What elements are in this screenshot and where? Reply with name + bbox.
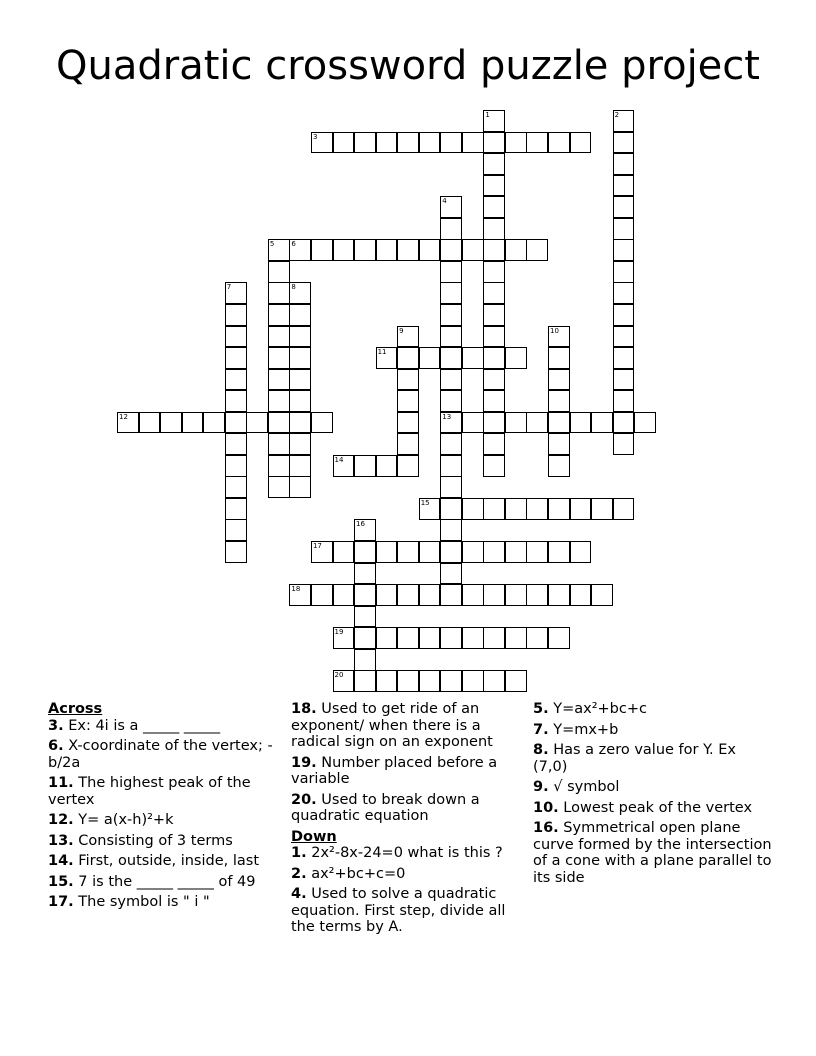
grid-cell[interactable] [333,541,355,563]
grid-cell[interactable] [268,282,290,304]
grid-cell[interactable] [268,433,290,455]
grid-cell[interactable] [613,412,635,434]
grid-cell[interactable] [419,627,441,649]
clue-number: 18 [291,585,301,594]
grid-cell[interactable] [613,196,635,218]
grid-cell[interactable] [505,670,527,692]
grid-cell[interactable] [613,175,635,197]
grid-cell[interactable] [462,670,484,692]
grid-cell[interactable] [548,541,570,563]
grid-cell[interactable] [440,261,462,283]
grid-cell[interactable] [483,433,505,455]
clue-number-label: 4. [291,886,307,902]
grid-cell[interactable] [397,132,419,154]
grid-cell[interactable] [548,584,570,606]
grid-cell[interactable] [483,132,505,154]
clues-column-1 [48,701,280,915]
grid-cell[interactable] [440,304,462,326]
grid-cell[interactable] [289,369,311,391]
grid-cell[interactable] [462,498,484,520]
grid-cell[interactable] [483,369,505,391]
clue-text: 7 is the _____ _____ of 49 [73,873,256,890]
grid-cell[interactable] [526,412,548,434]
grid-cell[interactable] [289,433,311,455]
grid-cell[interactable] [333,670,355,692]
clue-text: Ex: 4i is a _____ _____ [63,717,221,734]
clue-text: Used to get ride of an exponent/ when there is a radical sign on an exponent [291,701,493,750]
grid-cell[interactable] [182,412,204,434]
grid-cell[interactable] [289,304,311,326]
clue-text: Symmetrical open plane curve formed by the intersection of a cone with a plane parallel to its side [533,820,772,886]
grid-cell[interactable] [225,433,247,455]
grid-cell[interactable] [419,132,441,154]
clue-number-label: 11. [48,775,74,791]
grid-cell[interactable] [333,132,355,154]
clue-number: 3 [312,132,318,141]
grid-cell[interactable] [440,218,462,240]
clues-column-3 [533,701,773,890]
grid-cell[interactable] [225,304,247,326]
clue-number-label: 7. [533,721,549,738]
grid-cell[interactable] [289,412,311,434]
clue-number-label: 10. [533,799,559,816]
grid-cell[interactable] [440,282,462,304]
grid-cell[interactable] [440,476,462,498]
clues-column-2 [291,701,523,940]
clue-number-label: 15. [48,873,74,890]
grid-cell[interactable] [483,196,505,218]
clue-text: √ symbol [548,779,620,795]
grid-cell[interactable] [440,627,462,649]
grid-cell[interactable] [397,433,419,455]
grid-cell[interactable] [333,239,355,261]
clue-text: Consisting of 3 terms [73,832,233,849]
clue-number: 19 [334,628,344,637]
down-clue-list [291,845,523,936]
clue-text: Has a zero value for Y. Ex (7,0) [533,742,736,775]
grid-cell[interactable] [548,433,570,455]
clue-text: Lowest peak of the vertex [558,799,753,816]
grid-cell[interactable] [548,390,570,412]
grid-cell[interactable] [483,326,505,348]
clue-text: ax²+bc+c=0 [306,865,406,882]
grid-cell[interactable] [289,476,311,498]
grid-cell[interactable] [613,347,635,369]
clue-number: 16 [356,520,365,529]
grid-cell[interactable] [376,132,398,154]
grid-cell[interactable] [591,412,613,434]
clue-number: 4 [442,197,447,206]
clue-number: 9 [399,326,404,335]
grid-cell[interactable] [526,498,548,520]
grid-cell[interactable] [289,282,311,304]
clue-number-label: 2. [291,865,307,882]
down-clue [291,845,523,862]
grid-cell[interactable] [354,541,376,563]
grid-cell[interactable] [505,498,527,520]
grid-cell[interactable] [268,455,290,477]
clue-number-label: 3. [48,717,64,734]
grid-cell[interactable] [311,541,333,563]
clue-text: First, outside, inside, last [73,853,260,869]
across-clue [291,792,523,825]
grid-cell[interactable] [376,584,398,606]
grid-cell[interactable] [354,455,376,477]
grid-cell[interactable] [548,627,570,649]
grid-cell[interactable] [613,433,635,455]
clue-number: 13 [442,412,452,421]
clue-text: Y=mx+b [548,721,619,738]
grid-cell[interactable] [354,563,376,585]
grid-cell[interactable] [333,627,355,649]
grid-cell[interactable] [440,433,462,455]
clue-number-label: 19. [291,754,317,771]
clue-text: 2x²-8x-24=0 what is this ? [306,845,503,861]
across-clue-list [48,718,280,911]
grid-cell[interactable] [462,584,484,606]
grid-cell[interactable] [397,239,419,261]
grid-cell[interactable] [440,498,462,520]
grid-cell[interactable] [376,455,398,477]
grid-cell[interactable] [613,282,635,304]
grid-cell[interactable] [462,239,484,261]
down-clue [533,722,773,739]
down-clue [533,820,773,886]
grid-cell[interactable] [397,347,419,369]
grid-cell[interactable] [440,670,462,692]
grid-cell[interactable] [354,670,376,692]
clue-number: 1 [485,111,490,119]
grid-cell[interactable] [505,627,527,649]
grid-cell[interactable] [483,412,505,434]
grid-cell[interactable] [613,369,635,391]
grid-cell[interactable] [225,412,247,434]
grid-cell[interactable] [440,239,462,261]
grid-cell[interactable] [440,326,462,348]
clue-number-label: 14. [48,853,74,869]
grid-cell[interactable] [419,584,441,606]
grid-cell[interactable] [268,476,290,498]
grid-cell[interactable] [289,455,311,477]
grid-cell[interactable] [397,369,419,391]
down-clue [533,800,773,817]
clue-number-label: 5. [533,701,549,717]
clue-text: Y= a(x-h)²+k [73,812,174,828]
grid-cell[interactable] [483,282,505,304]
grid-cell[interactable] [483,347,505,369]
clue-number-label: 9. [533,779,549,795]
grid-cell[interactable] [548,498,570,520]
grid-cell[interactable] [376,239,398,261]
grid-cell[interactable] [570,584,592,606]
grid-cell[interactable] [268,347,290,369]
grid-cell[interactable] [548,455,570,477]
grid-cell[interactable] [268,369,290,391]
grid-cell[interactable] [570,412,592,434]
across-clue [48,833,280,850]
clue-number: 5 [269,240,275,249]
grid-cell[interactable] [440,455,462,477]
clue-number-label: 8. [533,742,549,758]
grid-cell[interactable] [483,670,505,692]
grid-cell[interactable] [613,153,635,175]
grid-cell[interactable] [526,239,548,261]
clue-number-label: 6. [48,738,64,754]
clue-text: Number placed before a variable [291,754,498,787]
clue-number: 8 [291,283,296,292]
down-clue [533,779,773,796]
grid-cell[interactable] [289,239,311,261]
grid-cell[interactable] [548,412,570,434]
grid-cell[interactable] [483,455,505,477]
grid-cell[interactable] [440,132,462,154]
grid-cell[interactable] [548,326,570,348]
grid-cell[interactable] [268,261,290,283]
across-clue [48,718,280,735]
grid-cell[interactable] [634,412,656,434]
clue-text: Used to solve a quadratic equation. First step, divide all the terms by A. [291,886,506,935]
grid-cell[interactable] [505,239,527,261]
grid-cell[interactable] [613,239,635,261]
grid-cell[interactable] [225,369,247,391]
grid-cell[interactable] [376,670,398,692]
grid-cell[interactable] [483,218,505,240]
grid-cell[interactable] [311,412,333,434]
grid-cell[interactable] [289,347,311,369]
grid-cell[interactable] [526,627,548,649]
grid-cell[interactable] [397,541,419,563]
grid-cell[interactable] [613,110,635,132]
grid-cell[interactable] [354,239,376,261]
across-clue [48,874,280,891]
grid-cell[interactable] [397,326,419,348]
across-clue [48,775,280,808]
grid-cell[interactable] [570,132,592,154]
grid-cell[interactable] [225,455,247,477]
grid-cell[interactable] [548,369,570,391]
grid-cell[interactable] [397,627,419,649]
grid-cell[interactable] [613,218,635,240]
grid-cell[interactable] [505,132,527,154]
grid-cell[interactable] [462,347,484,369]
grid-cell[interactable] [354,649,376,671]
grid-cell[interactable] [419,498,441,520]
grid-cell[interactable] [289,326,311,348]
grid-cell[interactable] [117,412,139,434]
grid-cell[interactable] [440,563,462,585]
grid-cell[interactable] [613,261,635,283]
clue-number-label: 13. [48,832,74,849]
grid-cell[interactable] [419,347,441,369]
grid-cell[interactable] [483,541,505,563]
clue-number: 2 [614,111,620,119]
grid-cell[interactable] [440,196,462,218]
grid-cell[interactable] [440,390,462,412]
down-clue-list-continued [533,701,773,886]
across-clue [291,701,523,751]
grid-cell[interactable] [419,239,441,261]
grid-cell[interactable] [419,670,441,692]
clue-number: 7 [226,283,232,292]
down-heading: Down [291,828,337,845]
grid-cell[interactable] [462,627,484,649]
grid-cell[interactable] [397,455,419,477]
clue-number-label: 18. [291,701,317,717]
across-clue [48,853,280,870]
grid-cell[interactable] [483,498,505,520]
grid-cell[interactable] [333,455,355,477]
grid-cell[interactable] [225,476,247,498]
clue-text: X-coordinate of the vertex; -b/2a [48,738,273,771]
across-clue [48,894,280,911]
grid-cell[interactable] [483,261,505,283]
grid-cell[interactable] [354,606,376,628]
grid-cell[interactable] [397,670,419,692]
grid-cell[interactable] [268,326,290,348]
grid-cell[interactable] [505,347,527,369]
grid-cell[interactable] [526,541,548,563]
grid-cell[interactable] [333,584,355,606]
clue-number: 15 [420,498,430,507]
grid-cell[interactable] [289,390,311,412]
grid-cell[interactable] [354,132,376,154]
grid-cell[interactable] [268,390,290,412]
grid-cell[interactable] [311,132,333,154]
clue-number-label: 20. [291,791,317,808]
grid-cell[interactable] [483,584,505,606]
grid-cell[interactable] [462,412,484,434]
grid-cell[interactable] [613,390,635,412]
clue-number-label: 1. [291,845,307,861]
grid-cell[interactable] [225,390,247,412]
grid-cell[interactable] [440,541,462,563]
across-clue [48,812,280,829]
grid-cell[interactable] [203,412,225,434]
grid-cell[interactable] [591,584,613,606]
grid-cell[interactable] [268,304,290,326]
clue-number: 17 [312,542,322,550]
grid-cell[interactable] [440,412,462,434]
grid-cell[interactable] [440,584,462,606]
grid-cell[interactable] [440,369,462,391]
grid-cell[interactable] [397,584,419,606]
grid-cell[interactable] [225,541,247,563]
down-clue [533,701,773,718]
grid-cell[interactable] [268,239,290,261]
grid-cell[interactable] [548,347,570,369]
grid-cell[interactable] [376,347,398,369]
grid-cell[interactable] [246,412,268,434]
clue-number-label: 17. [48,894,74,910]
grid-cell[interactable] [225,519,247,541]
grid-cell[interactable] [483,627,505,649]
down-clue [291,866,523,883]
grid-cell[interactable] [526,132,548,154]
grid-cell[interactable] [354,584,376,606]
grid-cell[interactable] [419,541,441,563]
grid-cell[interactable] [570,541,592,563]
clue-number: 10 [550,326,559,335]
grid-cell[interactable] [440,519,462,541]
clue-text: The highest peak of the vertex [48,775,251,808]
grid-cell[interactable] [613,304,635,326]
grid-cell[interactable] [376,541,398,563]
clue-text: Used to break down a quadratic equation [291,791,480,824]
grid-cell[interactable] [289,584,311,606]
clue-text: Y=ax²+bc+c [548,701,647,717]
grid-cell[interactable] [483,239,505,261]
grid-cell[interactable] [526,584,548,606]
grid-cell[interactable] [139,412,161,434]
grid-cell[interactable] [225,498,247,520]
grid-cell[interactable] [483,175,505,197]
grid-cell[interactable] [591,498,613,520]
clue-number: 20 [334,671,344,680]
clue-number: 14 [334,455,344,464]
grid-cell[interactable] [376,627,398,649]
clue-number: 11 [377,348,387,357]
grid-cell[interactable] [505,412,527,434]
across-heading: Across [48,701,103,717]
grid-cell[interactable] [440,347,462,369]
down-clue [291,886,523,936]
clue-number: 12 [119,412,128,421]
grid-cell[interactable] [483,304,505,326]
grid-cell[interactable] [225,326,247,348]
grid-cell[interactable] [462,541,484,563]
clue-number-label: 16. [533,820,559,836]
grid-cell[interactable] [354,627,376,649]
grid-cell[interactable] [397,412,419,434]
grid-cell[interactable] [225,282,247,304]
clue-number-label: 12. [48,812,74,828]
grid-cell[interactable] [311,584,333,606]
grid-cell[interactable] [311,239,333,261]
grid-cell[interactable] [570,498,592,520]
grid-cell[interactable] [483,110,505,132]
grid-cell[interactable] [613,498,635,520]
across-clue [48,738,280,771]
grid-cell[interactable] [354,519,376,541]
clue-number: 6 [291,240,296,249]
grid-cell[interactable] [613,132,635,154]
page-title: Quadratic crossword puzzle project [56,43,760,89]
grid-cell[interactable] [160,412,182,434]
grid-cell[interactable] [225,347,247,369]
grid-cell[interactable] [505,584,527,606]
grid-cell[interactable] [397,390,419,412]
grid-cell[interactable] [268,412,290,434]
grid-cell[interactable] [613,326,635,348]
grid-cell[interactable] [505,541,527,563]
grid-cell[interactable] [548,132,570,154]
grid-cell[interactable] [483,390,505,412]
down-clue [533,742,773,775]
across-clue [291,755,523,788]
across-clue-list-continued [291,701,523,825]
grid-cell[interactable] [483,153,505,175]
clue-text: The symbol is " i " [73,894,210,910]
grid-cell[interactable] [462,132,484,154]
